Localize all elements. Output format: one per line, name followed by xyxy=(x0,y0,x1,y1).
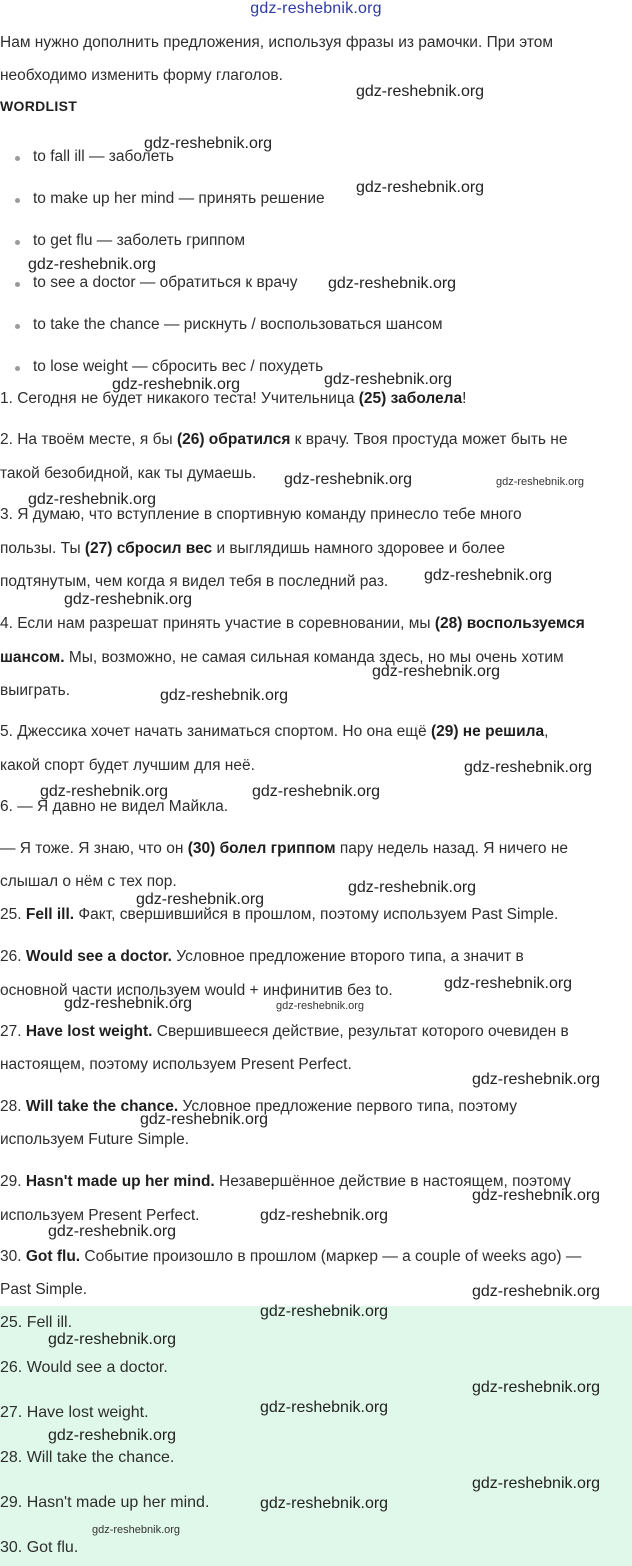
bullet-icon xyxy=(15,366,20,371)
answer-26: 26. Would see a doctor. xyxy=(0,1359,168,1376)
watermark: gdz-reshebnik.org xyxy=(112,376,241,393)
intro-line-2: необходимо изменить форму глаголов. xyxy=(0,67,283,84)
watermark: gdz-reshebnik.org xyxy=(260,1303,389,1320)
watermark: gdz-reshebnik.org xyxy=(472,1187,601,1204)
answer-27: 27. Have lost weight. xyxy=(0,1404,149,1421)
explanation-28: 28. Will take the chance. Условное предложение первого типа, поэтому xyxy=(0,1098,518,1115)
sentence-4-line-2: шансом. Мы, возможно, не самая сильная команда здесь, но мы очень хотим xyxy=(0,649,564,666)
watermark: gdz-reshebnik.org xyxy=(260,1495,389,1512)
sentence-6-line-2: — Я тоже. Я знаю, что он (30) болел гриппом пару недель назад. Я ничего не xyxy=(0,840,569,857)
wordlist-item: to lose weight — сбросить вес / похудеть xyxy=(33,358,324,375)
answer-30: 30. Got flu. xyxy=(0,1539,79,1556)
sentence-5-line-2: какой спорт будет лучшим для неё. xyxy=(0,757,255,774)
answer-25: 25. Fell ill. xyxy=(0,1314,73,1331)
wordlist-item: to get flu — заболеть гриппом xyxy=(33,232,246,249)
bullet-icon xyxy=(15,282,20,287)
bullet-icon xyxy=(15,198,20,203)
watermark: gdz-reshebnik.org xyxy=(324,371,453,388)
explanation-26-line-2: основной части используем would + инфинитив без to. xyxy=(0,982,393,999)
answer-highlight: (30) болел гриппом xyxy=(187,840,336,857)
answer-28: 28. Will take the chance. xyxy=(0,1449,175,1466)
answer-29: 29. Hasn't made up her mind. xyxy=(0,1494,210,1511)
bullet-icon xyxy=(15,324,20,329)
watermark: gdz-reshebnik.org xyxy=(136,891,265,908)
watermark: gdz-reshebnik.org xyxy=(424,567,553,584)
watermark: gdz-reshebnik.org xyxy=(276,1000,365,1012)
watermark: gdz-reshebnik.org xyxy=(140,1111,269,1128)
sentence-4-line-3: выиграть. xyxy=(0,682,71,699)
watermark: gdz-reshebnik.org xyxy=(356,179,485,196)
watermark: gdz-reshebnik.org xyxy=(372,663,501,680)
watermark: gdz-reshebnik.org xyxy=(472,1475,601,1492)
watermark: gdz-reshebnik.org xyxy=(284,471,413,488)
wordlist-item: to fall ill — заболеть xyxy=(33,148,175,165)
sentence-3-line-2: пользы. Ты (27) сбросил вес и выглядишь намного здоровее и более xyxy=(0,540,506,557)
answer-highlight: (25) заболела xyxy=(358,390,463,407)
bullet-icon xyxy=(15,156,20,161)
answer-highlight: (28) воспользуемся xyxy=(434,615,585,632)
watermark: gdz-reshebnik.org xyxy=(260,1399,389,1416)
sentence-2-line-2: такой безобидной, как ты думаешь. xyxy=(0,465,257,482)
wordlist-item: to make up her mind — принять решение xyxy=(33,190,325,207)
explanation-27-line-2: настоящем, поэтому используем Present Perfect. xyxy=(0,1056,352,1073)
explanation-29: 29. Hasn't made up her mind. Незавершённое действие в настоящем, поэтому xyxy=(0,1173,571,1190)
watermark: gdz-reshebnik.org xyxy=(40,783,169,800)
sentence-6: 6. — Я давно не видел Майкла. xyxy=(0,798,229,815)
watermark: gdz-reshebnik.org xyxy=(48,1331,177,1348)
watermark: gdz-reshebnik.org xyxy=(356,83,485,100)
sentence-3-line-3: подтянутым, чем когда я видел тебя в последний раз. xyxy=(0,573,389,590)
watermark: gdz-reshebnik.org xyxy=(28,256,157,273)
explanation-30-line-2: Past Simple. xyxy=(0,1281,88,1298)
explanation-25: 25. Fell ill. Факт, свершившийся в прошлом, поэтому используем Past Simple. xyxy=(0,906,559,923)
watermark: gdz-reshebnik.org xyxy=(472,1283,601,1300)
watermark: gdz-reshebnik.org xyxy=(464,759,593,776)
watermark: gdz-reshebnik.org xyxy=(28,491,157,508)
answer-highlight: (27) сбросил вес xyxy=(84,540,213,557)
site-header: gdz-reshebnik.org xyxy=(250,0,382,17)
sentence-1: 1. Сегодня не будет никакого теста! Учительница (25) заболела! xyxy=(0,390,467,407)
watermark: gdz-reshebnik.org xyxy=(472,1071,601,1088)
sentence-6-line-3: слышал о нём с тех пор. xyxy=(0,873,177,890)
sentence-3: 3. Я думаю, что вступление в спортивную команду принесло тебе много xyxy=(0,506,522,523)
explanation-26: 26. Would see a doctor. Условное предложение второго типа, а значит в xyxy=(0,948,524,965)
wordlist-item: to see a doctor — обратиться к врачу xyxy=(33,274,298,291)
watermark: gdz-reshebnik.org xyxy=(48,1427,177,1444)
explanation-27: 27. Have lost weight. Свершившееся действие, результат которого очевиден в xyxy=(0,1023,569,1040)
watermark: gdz-reshebnik.org xyxy=(348,879,477,896)
watermark: gdz-reshebnik.org xyxy=(472,1379,601,1396)
explanation-28-line-2: используем Future Simple. xyxy=(0,1131,190,1148)
sentence-4: 4. Если нам разрешат принять участие в соревновании, мы (28) воспользуемся xyxy=(0,615,585,632)
explanation-29-line-2: используем Present Perfect. xyxy=(0,1207,200,1224)
explanation-30: 30. Got flu. Событие произошло в прошлом (маркер — a couple of weeks ago) — xyxy=(0,1248,582,1265)
answer-highlight: (29) не решила xyxy=(430,723,545,740)
wordlist-heading: WORDLIST xyxy=(0,98,78,114)
watermark: gdz-reshebnik.org xyxy=(92,1524,181,1536)
watermark: gdz-reshebnik.org xyxy=(496,476,585,488)
sentence-5: 5. Джессика хочет начать заниматься спортом. Но она ещё (29) не решила, xyxy=(0,723,549,740)
watermark: gdz-reshebnik.org xyxy=(48,1223,177,1240)
answer-highlight: шансом. xyxy=(0,649,65,666)
watermark: gdz-reshebnik.org xyxy=(260,1207,389,1224)
watermark: gdz-reshebnik.org xyxy=(160,687,289,704)
watermark: gdz-reshebnik.org xyxy=(144,135,273,152)
intro-line-1: Нам нужно дополнить предложения, используя фразы из рамочки. При этом xyxy=(0,34,554,51)
watermark: gdz-reshebnik.org xyxy=(64,995,193,1012)
watermark: gdz-reshebnik.org xyxy=(444,975,573,992)
watermark: gdz-reshebnik.org xyxy=(64,591,193,608)
watermark: gdz-reshebnik.org xyxy=(328,275,457,292)
answer-highlight: (26) обратился xyxy=(176,431,291,448)
bullet-icon xyxy=(15,240,20,245)
watermark: gdz-reshebnik.org xyxy=(252,783,381,800)
sentence-2: 2. На твоём месте, я бы (26) обратился к врачу. Твоя простуда может быть не xyxy=(0,431,568,448)
wordlist-item: to take the chance — рискнуть / воспользоваться шансом xyxy=(33,316,443,333)
